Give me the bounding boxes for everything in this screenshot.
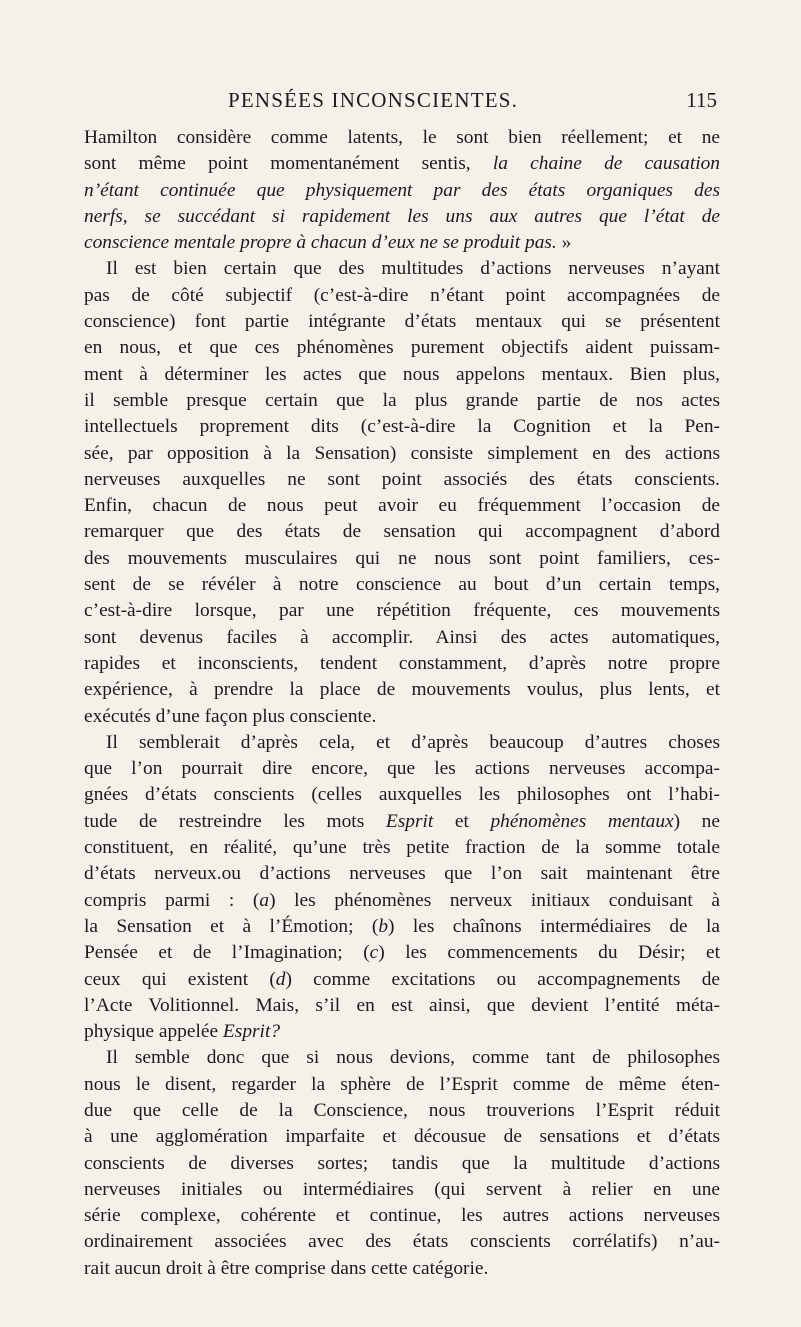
running-title: PENSÉES INCONSCIENTES. (228, 88, 519, 112)
text-segment: l’Acte Volitionnel. Mais, s’il en est ainsi, que devient l’entité méta- (84, 994, 720, 1016)
text-line (84, 835, 720, 861)
italic-segment: nerfs, se succédant si rapidement les uns aux autres que l’état de (84, 205, 720, 227)
text-line (84, 782, 720, 808)
text-segment: exécutés d’une façon plus consciente. (84, 705, 377, 727)
text-line (84, 967, 720, 993)
text-segment: des mouvements musculaires qui ne nous sont point familiers, ces- (84, 547, 720, 569)
text-line (84, 756, 720, 782)
text-line (84, 256, 720, 282)
text-line (84, 1098, 720, 1124)
text-line (84, 414, 720, 440)
italic-segment: phénomènes mentaux (490, 810, 674, 832)
text-segment: sont devenus faciles à accomplir. Ainsi des actes automatiques, (84, 626, 720, 648)
italic-segment: conscience mentale propre à chacun d’eux ne se produit pas. (84, 232, 557, 254)
text-line (84, 704, 720, 730)
italic-segment: d (275, 968, 286, 990)
text-line (84, 1229, 720, 1255)
text-segment: à une agglomération imparfaite et décousue de sensations et d’états (84, 1126, 720, 1148)
text-segment: ) les phénomènes nerveux initiaux conduisant à (269, 889, 720, 911)
text-line (84, 1203, 720, 1229)
text-segment: nerveuses auxquelles ne sont point associés des états conscients. (84, 468, 720, 490)
text-line (84, 914, 720, 940)
text-line (84, 493, 720, 519)
text-segment: conscience) font partie intégrante d’états mentaux qui se présentent (84, 311, 720, 333)
text-segment: en nous, et que ces phénomènes purement objectifs aident puissam- (84, 337, 720, 359)
text-segment: remarquer que des états de sensation qui accompagnent d’abord (84, 521, 720, 543)
italic-segment: Esprit (385, 810, 434, 832)
text-segment: Hamilton considère comme latents, le sont bien réellement; et ne (84, 127, 720, 148)
text-segment: Pensée et de l’Imagination; ( (84, 942, 370, 964)
text-segment: intellectuels proprement dits (c’est-à-dire la Cognition et la Pen- (84, 416, 720, 438)
text-segment: ceux qui existent ( (84, 968, 276, 990)
text-segment: c’est-à-dire lorsque, par une répétition fréquente, ces mouvements (84, 600, 720, 622)
text-line (84, 467, 720, 493)
text-line (84, 861, 720, 887)
text-line (84, 1151, 720, 1177)
text-line (84, 888, 720, 914)
text-line (84, 204, 720, 230)
text-segment: que l’on pourrait dire encore, que les actions nerveuses accompa- (84, 758, 720, 780)
italic-segment: Esprit? (222, 1021, 281, 1043)
text-segment: série complexe, cohérente et continue, les autres actions nerveuses (84, 1205, 720, 1227)
text-segment: et (433, 810, 491, 832)
text-segment: ) ne (673, 810, 720, 832)
italic-segment: n’étant continuée que physiquement par des états organiques des (84, 179, 720, 201)
text-line (84, 809, 720, 835)
text-segment: conscients de diverses sortes; tandis que la multitude d’actions (84, 1152, 720, 1174)
text-line (84, 1045, 720, 1071)
text-line (84, 625, 720, 651)
text-line (84, 362, 720, 388)
text-segment: expérience, à prendre la place de mouvements voulus, plus lents, et (84, 679, 720, 701)
text-line (84, 309, 720, 335)
text-segment: nerveuses initiales ou intermédiaires (qui servent à relier en une (84, 1178, 720, 1200)
text-segment: constituent, en réalité, qu’une très petite fraction de la somme totale (84, 837, 720, 859)
text-line (84, 1177, 720, 1203)
text-segment: il semble presque certain que la plus grande partie de nos actes (84, 389, 720, 411)
text-line (84, 993, 720, 1019)
body-text (84, 125, 720, 1282)
text-line (84, 335, 720, 361)
text-line (84, 230, 720, 256)
text-line (84, 598, 720, 624)
text-segment: ordinairement associées avec des états conscients corrélatifs) n’au- (84, 1231, 720, 1253)
text-line (84, 441, 720, 467)
text-segment: ) les chaînons intermédiaires de la (388, 915, 721, 937)
text-line (84, 940, 720, 966)
text-segment: » (556, 232, 572, 254)
italic-segment: la chaine de causation (492, 153, 720, 175)
text-segment: ) les commencements du Désir; et (378, 942, 720, 964)
text-segment: compris parmi : ( (84, 889, 260, 911)
text-line (84, 1072, 720, 1098)
text-segment: sent de se révéler à notre conscience au bout d’un certain temps, (84, 574, 720, 596)
text-segment: Il semblerait d’après cela, et d’après beaucoup d’autres choses (106, 731, 720, 753)
text-segment: rapides et inconscients, tendent constamment, d’après notre propre (84, 652, 720, 674)
page-header (228, 88, 717, 112)
text-segment: d’états nerveux.ou d’actions nerveuses que l’on sait maintenant être (84, 863, 720, 885)
text-segment: due que celle de la Conscience, nous trouverions l’Esprit réduit (84, 1099, 720, 1121)
text-line (84, 572, 720, 598)
text-segment: gnées d’états conscients (celles auxquelles les philosophes ont l’habi- (84, 784, 720, 806)
text-line (84, 546, 720, 572)
text-line (84, 730, 720, 756)
text-line (84, 1124, 720, 1150)
text-line (84, 651, 720, 677)
text-line (84, 1019, 720, 1045)
text-segment: sont même point momentanément sentis, (84, 153, 493, 175)
italic-segment: c (369, 942, 379, 964)
text-segment: Enfin, chacun de nous peut avoir eu fréquemment l’occasion de (84, 495, 720, 517)
text-segment: nous le disent, regarder la sphère de l’Esprit comme de même éten- (84, 1073, 720, 1095)
text-segment: Il semble donc que si nous devions, comme tant de philosophes (106, 1047, 720, 1069)
text-segment: la Sensation et à l’Émotion; ( (84, 915, 379, 937)
text-line (84, 677, 720, 703)
text-segment: tude de restreindre les mots (84, 810, 386, 832)
text-line (84, 125, 720, 151)
text-segment: pas de côté subjectif (c’est-à-dire n’étant point accompagnées de (84, 284, 720, 306)
text-line (84, 388, 720, 414)
text-line (84, 519, 720, 545)
text-segment: ment à déterminer les actes que nous appelons mentaux. Bien plus, (84, 363, 720, 385)
text-line (84, 1256, 720, 1282)
italic-segment: b (378, 915, 389, 937)
text-line (84, 151, 720, 177)
text-line (84, 178, 720, 204)
page-number: 115 (686, 88, 717, 112)
text-segment: sée, par opposition à la Sensation) consiste simplement en des actions (84, 442, 720, 464)
text-segment: Il est bien certain que des multitudes d’actions nerveuses n’ayant (106, 258, 720, 280)
text-segment: physique appelée (84, 1021, 223, 1043)
text-line (84, 283, 720, 309)
text-segment: rait aucun droit à être comprise dans cette catégorie. (84, 1257, 489, 1279)
italic-segment: a (259, 889, 270, 911)
text-segment: ) comme excitations ou accompagnements de (285, 968, 720, 990)
